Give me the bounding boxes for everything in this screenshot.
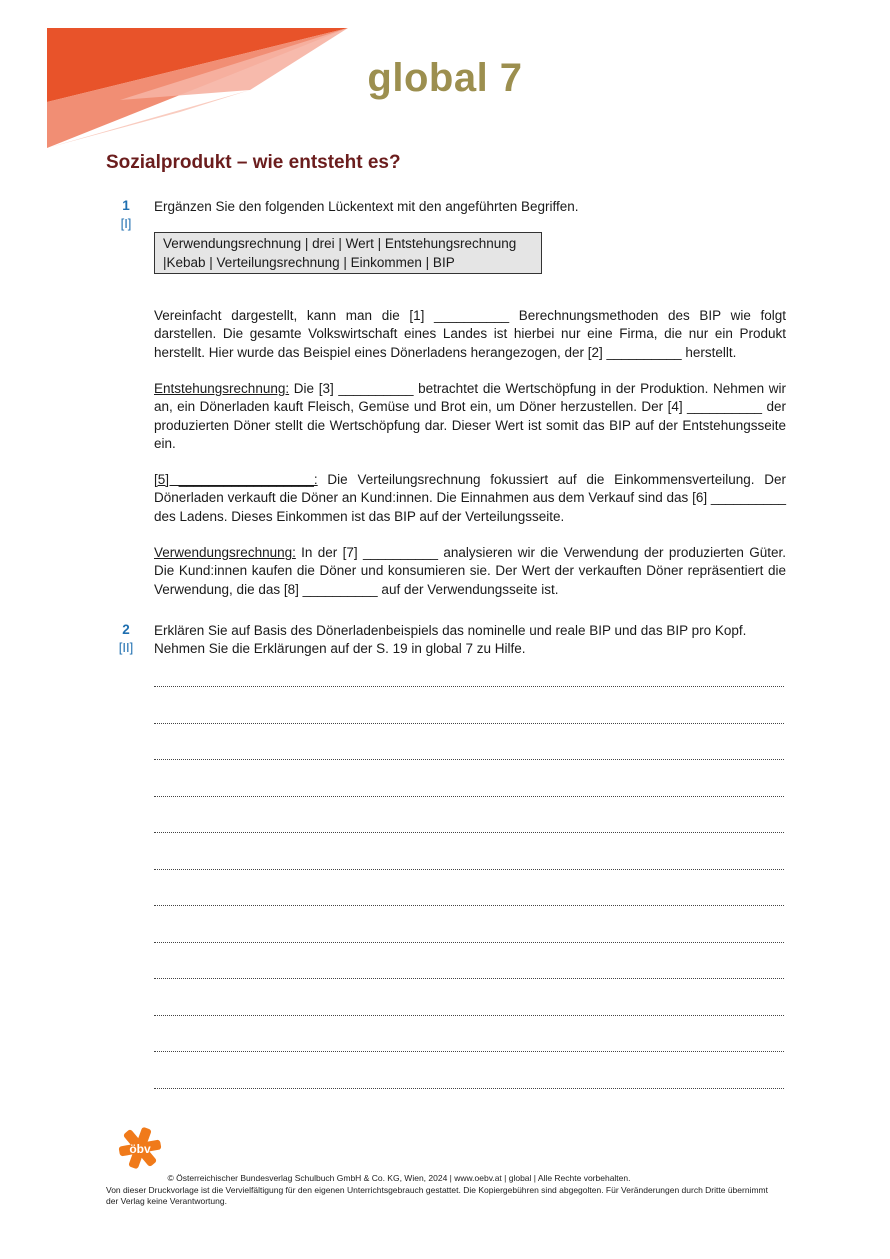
answer-line[interactable]: [154, 721, 784, 724]
word-bank-box: [154, 232, 542, 274]
task-number: 2: [122, 622, 130, 637]
paragraph-text: Die [3] __________ betrachtet die Wertschöpfung in der Produktion. Nehmen wir an, ein Dönerladen kauft Fleisch, Gemüse und Brot ein, um Döner herzustellen. Der [4] __________ der produzierten Döner stellt die Wertschöpfung dar. Dieser Wert ist somit das BIP auf der Entstehungsseite ein.: [154, 381, 786, 451]
logo-text: öbv: [129, 1142, 151, 1156]
paragraph-label: [5] __________________:: [154, 472, 318, 487]
answer-line[interactable]: [154, 684, 784, 687]
task-level: [II]: [118, 640, 134, 655]
task-instruction: Erklären Sie auf Basis des Dönerladenbeispiels das nominelle und reale BIP und das BIP pro Kopf.: [154, 623, 747, 638]
task-level: [I]: [120, 216, 132, 231]
answer-line[interactable]: [154, 757, 784, 760]
answer-line[interactable]: [154, 867, 784, 870]
task-instruction: Ergänzen Sie den folgenden Lückentext mit den angeführten Begriffen.: [154, 199, 579, 214]
answer-line[interactable]: [154, 903, 784, 906]
paragraph-label: Verwendungsrechnung:: [154, 545, 296, 560]
paragraph-text: Vereinfacht dargestellt, kann man die [1] __________ Berechnungsmethoden des BIP wie folgt darstellen. Die gesamte Volkswirtschaft eines Landes ist hierbei nur eine Firma, die nur ein Produkt herstellt. Hier wurde das Beispiel eines Dönerladens herangezogen, der [2] __________ herstellt.: [154, 308, 786, 360]
cloze-paragraph: [154, 307, 786, 362]
answer-line[interactable]: [154, 830, 784, 833]
cloze-paragraph: [154, 380, 786, 453]
paragraph-text: Die Verteilungsrechnung fokussiert auf die Einkommensverteilung. Der Dönerladen verkauft die Döner an Kund:innen. Die Einnahmen aus dem Verkauf sind das [6] __________ des Ladens. Dieses Einkommen ist das BIP auf der Verteilungsseite.: [154, 472, 786, 524]
answer-line[interactable]: [154, 794, 784, 797]
oebv-logo: [118, 1126, 162, 1170]
answer-line[interactable]: [154, 940, 784, 943]
page-title: Sozialprodukt – wie entsteht es?: [106, 152, 401, 173]
word-bank-line: Verwendungsrechnung | drei | Wert | Entstehungsrechnung: [163, 236, 517, 251]
footer-copyright: © Österreichischer Bundesverlag Schulbuch GmbH & Co. KG, Wien, 2024 | www.oebv.at | global | Alle Rechte vorbehalten.: [167, 1173, 631, 1183]
task-number: 1: [122, 198, 130, 213]
footer-notice: Von dieser Druckvorlage ist die Vervielfältigung für den eigenen Unterrichtsgebrauch gestattet. Die Kopiergebühren sind abgegolten. Für Veränderungen durch Dritte übernimmt der Verlag keine Verantwortung.: [106, 1185, 768, 1206]
paragraph-text: In der [7] __________ analysieren wir die Verwendung der produzierten Güter. Die Kund:innen kaufen die Döner und konsumieren sie. Der Wert der verkauften Döner repräsentiert die Verwendung, die das [8] __________ auf der Verwendungsseite ist.: [154, 545, 786, 597]
cloze-paragraph: [154, 471, 786, 526]
answer-line[interactable]: [154, 1049, 784, 1052]
cloze-paragraph: [154, 544, 786, 599]
paragraph-label: Entstehungsrechnung:: [154, 381, 290, 396]
answer-line[interactable]: [154, 1086, 784, 1089]
brand-title: global 7: [367, 56, 523, 100]
word-bank-line: |Kebab | Verteilungsrechnung | Einkommen | BIP: [163, 255, 455, 270]
answer-line[interactable]: [154, 1013, 784, 1016]
answer-line[interactable]: [154, 976, 784, 979]
task-instruction: Nehmen Sie die Erklärungen auf der S. 19 in global 7 zu Hilfe.: [154, 641, 526, 656]
